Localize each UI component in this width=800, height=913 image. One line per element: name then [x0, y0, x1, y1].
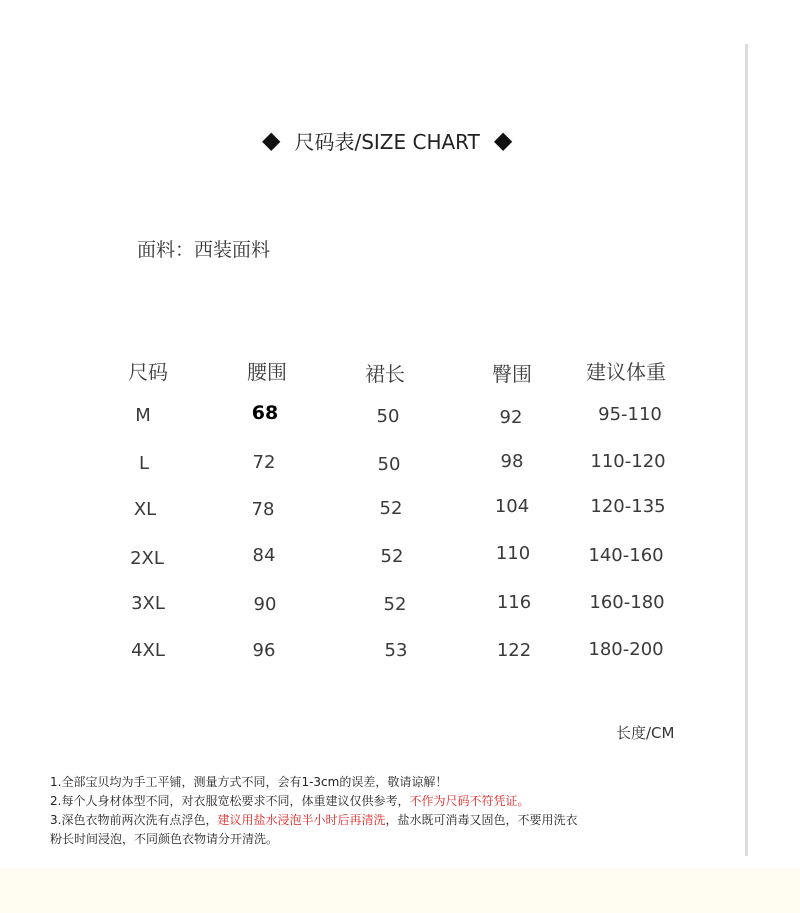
- note-line-2: [50, 792, 740, 811]
- material-label: 面料：西装面料: [137, 239, 271, 261]
- cell-waist: 90: [253, 594, 277, 615]
- header-size: 尺码: [128, 360, 168, 384]
- cell-size: M: [135, 405, 151, 426]
- cell-skirt-length: 52: [380, 546, 404, 567]
- cell-size: 4XL: [131, 640, 165, 661]
- cell-weight: 110-120: [590, 451, 666, 472]
- cell-hip: 92: [499, 407, 523, 428]
- cell-hip: 116: [496, 592, 532, 613]
- cell-size: XL: [133, 499, 157, 520]
- unit-label: 长度/CM: [616, 724, 675, 742]
- note-warning-text: 建议用盐水浸泡半小时后再清洗: [217, 813, 386, 827]
- cell-skirt-length: 50: [377, 454, 401, 475]
- bottom-band: [0, 868, 800, 913]
- cell-weight: 180-200: [588, 639, 664, 660]
- note-line-1: [50, 773, 740, 792]
- header-hip: 臀围: [492, 362, 532, 386]
- diamond-icon: ◆: [493, 126, 513, 154]
- sheet-border: [745, 44, 748, 856]
- cell-waist: 68: [251, 402, 279, 424]
- note-text: 粉长时间浸泡，不同颜色衣物请分开清洗。: [50, 832, 279, 846]
- cell-size: 2XL: [130, 548, 164, 569]
- note-text: ，盐水既可消毒又固色，不要用洗衣: [385, 813, 578, 827]
- cell-weight: 140-160: [588, 545, 664, 566]
- note-line-4: [50, 830, 740, 849]
- header-waist: 腰围: [247, 360, 287, 384]
- note-text: 3.深色衣物前两次洗有点浮色，: [50, 813, 218, 827]
- cell-weight: 95-110: [598, 404, 662, 425]
- note-line-3: [50, 811, 740, 830]
- cell-skirt-length: 52: [379, 498, 403, 519]
- cell-hip: 110: [495, 543, 531, 564]
- notes-block: [50, 773, 740, 849]
- cell-skirt-length: 53: [384, 640, 408, 661]
- cell-hip: 98: [500, 451, 524, 472]
- cell-size: L: [138, 453, 150, 474]
- header-skirt-length: 裙长: [365, 362, 405, 386]
- cell-waist: 96: [252, 640, 276, 661]
- cell-waist: 72: [252, 452, 276, 473]
- cell-hip: 122: [496, 640, 532, 661]
- cell-waist: 78: [251, 499, 275, 520]
- chart-title: [262, 123, 562, 157]
- diamond-icon: ◆: [262, 126, 281, 154]
- cell-skirt-length: 50: [376, 406, 400, 427]
- cell-skirt-length: 52: [383, 594, 407, 615]
- chart-title-text: 尺码表/SIZE CHART: [294, 129, 480, 154]
- cell-hip: 104: [494, 496, 530, 517]
- note-text: 1.全部宝贝均为手工平铺，测量方式不同，会有1-3cm的误差，敬请谅解！: [50, 775, 448, 789]
- cell-weight: 160-180: [589, 592, 665, 613]
- cell-waist: 84: [252, 545, 276, 566]
- cell-size: 3XL: [131, 593, 165, 614]
- note-warning-text: 不作为尺码不符凭证。: [409, 794, 530, 808]
- cell-weight: 120-135: [590, 496, 666, 517]
- header-weight: 建议体重: [586, 360, 666, 384]
- note-text: 2.每个人身材体型不同，对衣服宽松要求不同，体重建议仅供参考，: [50, 794, 410, 808]
